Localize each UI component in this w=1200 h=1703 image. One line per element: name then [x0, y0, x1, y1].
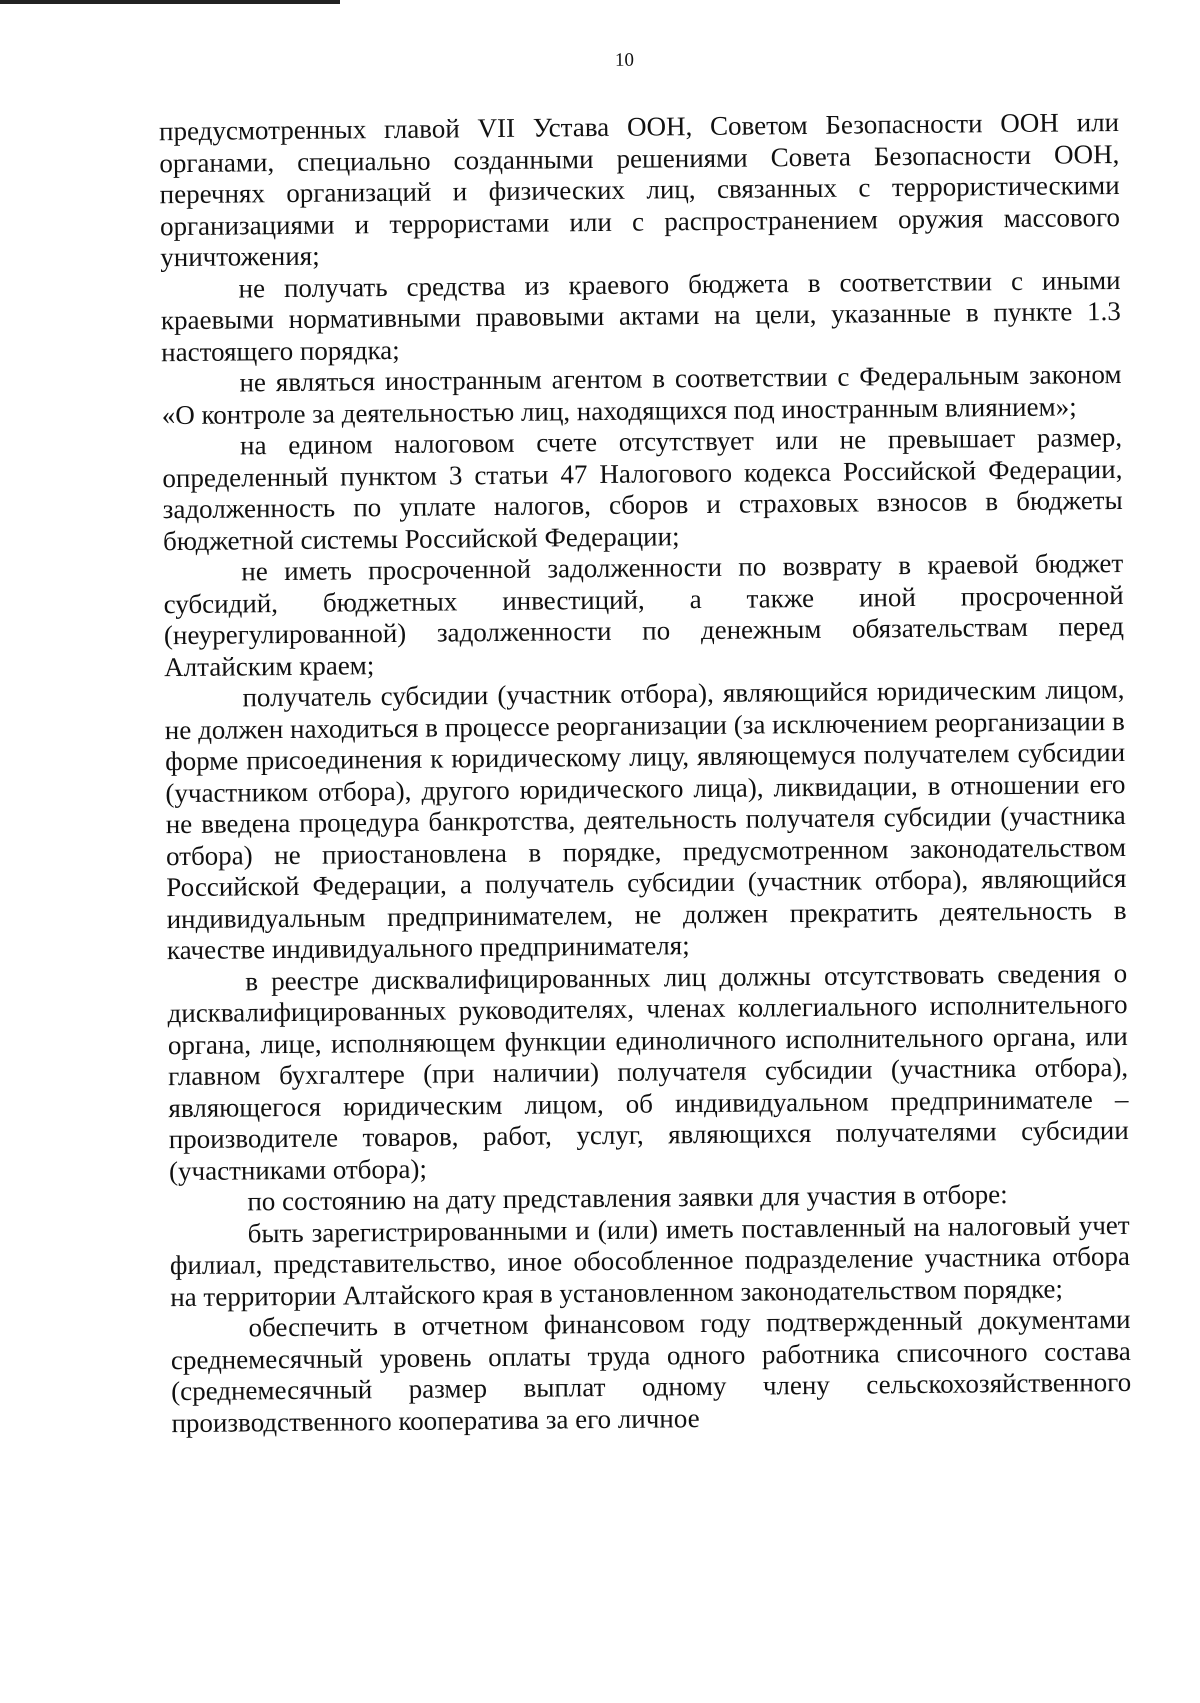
paragraph: быть зарегистрированными и (или) иметь поставленный на налоговый учет филиал, представительство, иное обособленное подразделение участника отбора на территории Алтайского края в установленном законодательством порядке;: [169, 1209, 1131, 1312]
page-number: 10: [614, 49, 635, 71]
paragraph: не получать средства из краевого бюджета в соответствии с иными краевыми нормативными правовыми актами на цели, указанные в пункте 1.3 настоящего порядка;: [160, 264, 1121, 367]
paragraph: не являться иностранным агентом в соответствии с Федеральным законом «О контроле за деятельностью лиц, находящихся под иностранным влиянием»;: [161, 358, 1122, 430]
paragraph-continuation: предусмотренных главой VII Устава ООН, Советом Безопасности ООН или органами, специально созданными решениями Совета Безопасности ООН, перечнях организаций и физических лиц, связанных с террористическими организациями и террористами или с распространением оружия массового уничтожения;: [158, 106, 1121, 273]
paragraph: в реестре дисквалифицированных лиц должны отсутствовать сведения о дисквалифицированных руководителях, членах коллегиального исполнительного органа, лице, исполняющем функции единоличного исполнительного органа, или главном бухгалтере (при наличии) получателя субсидии (участника отбора), являющегося юридическим лицом, об индивидуальном предпринимателе – производителе товаров, работ, услуг, являющихся получателями субсидии (участниками отбора);: [167, 957, 1129, 1186]
paragraph: на едином налоговом счете отсутствует или не превышает размер, определенный пунктом 3 статьи 47 Налогового кодекса Российской Федерации, задолженность по уплате налогов, сборов и страховых взносов в бюджеты бюджетной системы Российской Федерации;: [162, 421, 1123, 556]
paragraph: не иметь просроченной задолженности по возврату в краевой бюджет субсидий, бюджетных инвестиций, а также иной просроченной (неурегулированной) задолженности по денежным обязательствам перед Алтайским краем;: [163, 547, 1125, 682]
paragraph: получатель субсидии (участник отбора), являющийся юридическим лицом, не должен находиться в процессе реорганизации (за исключением реорганизации в форме присоединения к юридическому лицу, являющемуся получателем субсидии (участником отбора), другого юридического лица), ликвидации, в отношении его не введена процедура банкротства, деятельность получателя субсидии (участника отбора) не приостановлена в порядке, предусмотренном законодательством Российской Федерации, а получатель субсидии (участник отбора), являющийся индивидуальным предпринимателем, не должен прекратить деятельность в качестве индивидуального предпринимателя;: [164, 673, 1127, 966]
paragraph: по состоянию на дату представления заявки для участия в отборе:: [247, 1179, 1008, 1217]
paragraph-last: обеспечить в отчетном финансовом году подтвержденный документами среднемесячный уровень оплаты труда одного работника списочного состава (среднемесячный размер выплат одному члену сельскохозяйственного производственного кооператива за его личное: [170, 1303, 1132, 1438]
document-body: [159, 107, 1132, 1439]
